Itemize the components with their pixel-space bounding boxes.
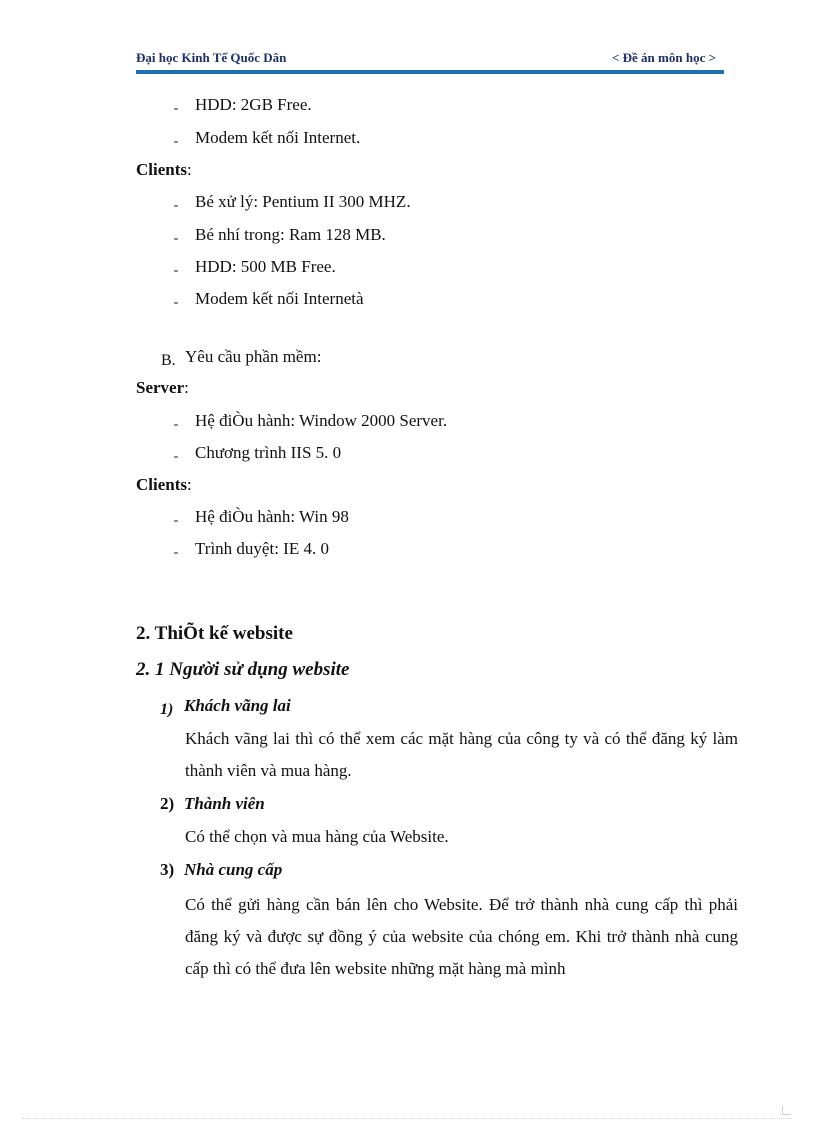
section-number: B. <box>161 352 176 369</box>
item-number: 1) <box>160 701 174 718</box>
client-hardware-item: HDD: 500 MB Free. <box>195 257 336 276</box>
bullet-icon: - <box>173 231 179 246</box>
item-description-supplier: Có thể gửi hàng cần bán lên cho Website. Để trở thành nhà cung cấp thì phải đăng ký và được sự đồng ý của website của chóng em. Khi trở thành nhà cung cấp thì có thể đưa lên website những mặt hàng mà mình <box>185 895 738 978</box>
item-number: 2) <box>160 794 175 813</box>
client-hardware-item: Modem kết nối Internetà <box>195 289 364 308</box>
clients-hardware-label <box>136 160 192 180</box>
item-description-guest: Khách vãng lai thì có thể xem các mặt hàng của công ty và có thể đăng ký làm thành viên và mua hàng. <box>185 729 738 780</box>
server-hardware-item: HDD: 2GB Free. <box>195 95 312 114</box>
item-number: 3) <box>160 860 175 879</box>
bullet-icon: - <box>173 198 179 213</box>
item-title-member: Thành viên <box>184 794 265 813</box>
header-course: < Đề án môn học > <box>611 50 716 65</box>
server-software-item: Hệ điÒu hành: Window 2000 Server. <box>195 411 448 430</box>
page-bottom-border <box>22 1118 792 1119</box>
item-title-supplier: Nhà cung cấp <box>184 860 283 879</box>
client-hardware-item: Bé nhí trong: Ram 128 MB. <box>195 225 386 244</box>
server-software-item: Chương trình IIS 5. 0 <box>195 443 342 462</box>
bullet-icon: - <box>173 449 179 464</box>
client-hardware-item: Bé xử lý: Pentium II 300 MHZ. <box>195 192 411 211</box>
label-colon: : <box>184 378 189 397</box>
bullet-icon: - <box>173 513 179 528</box>
clients-software-label-text: Clients <box>136 475 187 494</box>
item-description-member: Có thể chọn và mua hàng của Website. <box>185 827 449 846</box>
users-subheading: 2. 1 Người sử dụng website <box>136 659 350 680</box>
header-university: Đại học Kinh Tế Quốc Dân <box>136 50 287 65</box>
client-software-item: Hệ điÒu hành: Win 98 <box>195 507 349 526</box>
section-title: Yêu cầu phần mềm: <box>185 347 322 366</box>
bullet-icon: - <box>173 417 179 432</box>
label-colon: : <box>187 475 192 494</box>
header-divider <box>136 70 724 74</box>
bullet-icon: - <box>173 295 179 310</box>
page-corner-mark <box>782 1106 791 1115</box>
page-header <box>136 48 722 68</box>
clients-software-label <box>136 475 192 495</box>
bullet-icon: - <box>173 545 179 560</box>
bullet-icon: - <box>173 263 179 278</box>
bullet-icon: - <box>173 101 179 116</box>
design-heading: 2. ThiÕt kế website <box>136 623 293 644</box>
server-software-label <box>136 378 189 398</box>
server-label-text: Server <box>136 378 185 397</box>
item-title-guest: Khách vãng lai <box>184 696 291 715</box>
clients-label-text: Clients <box>136 160 187 179</box>
client-software-item: Trình duyệt: IE 4. 0 <box>195 539 329 558</box>
label-colon: : <box>187 160 192 179</box>
bullet-icon: - <box>173 134 179 149</box>
server-hardware-item: Modem kết nối Internet. <box>195 128 361 147</box>
